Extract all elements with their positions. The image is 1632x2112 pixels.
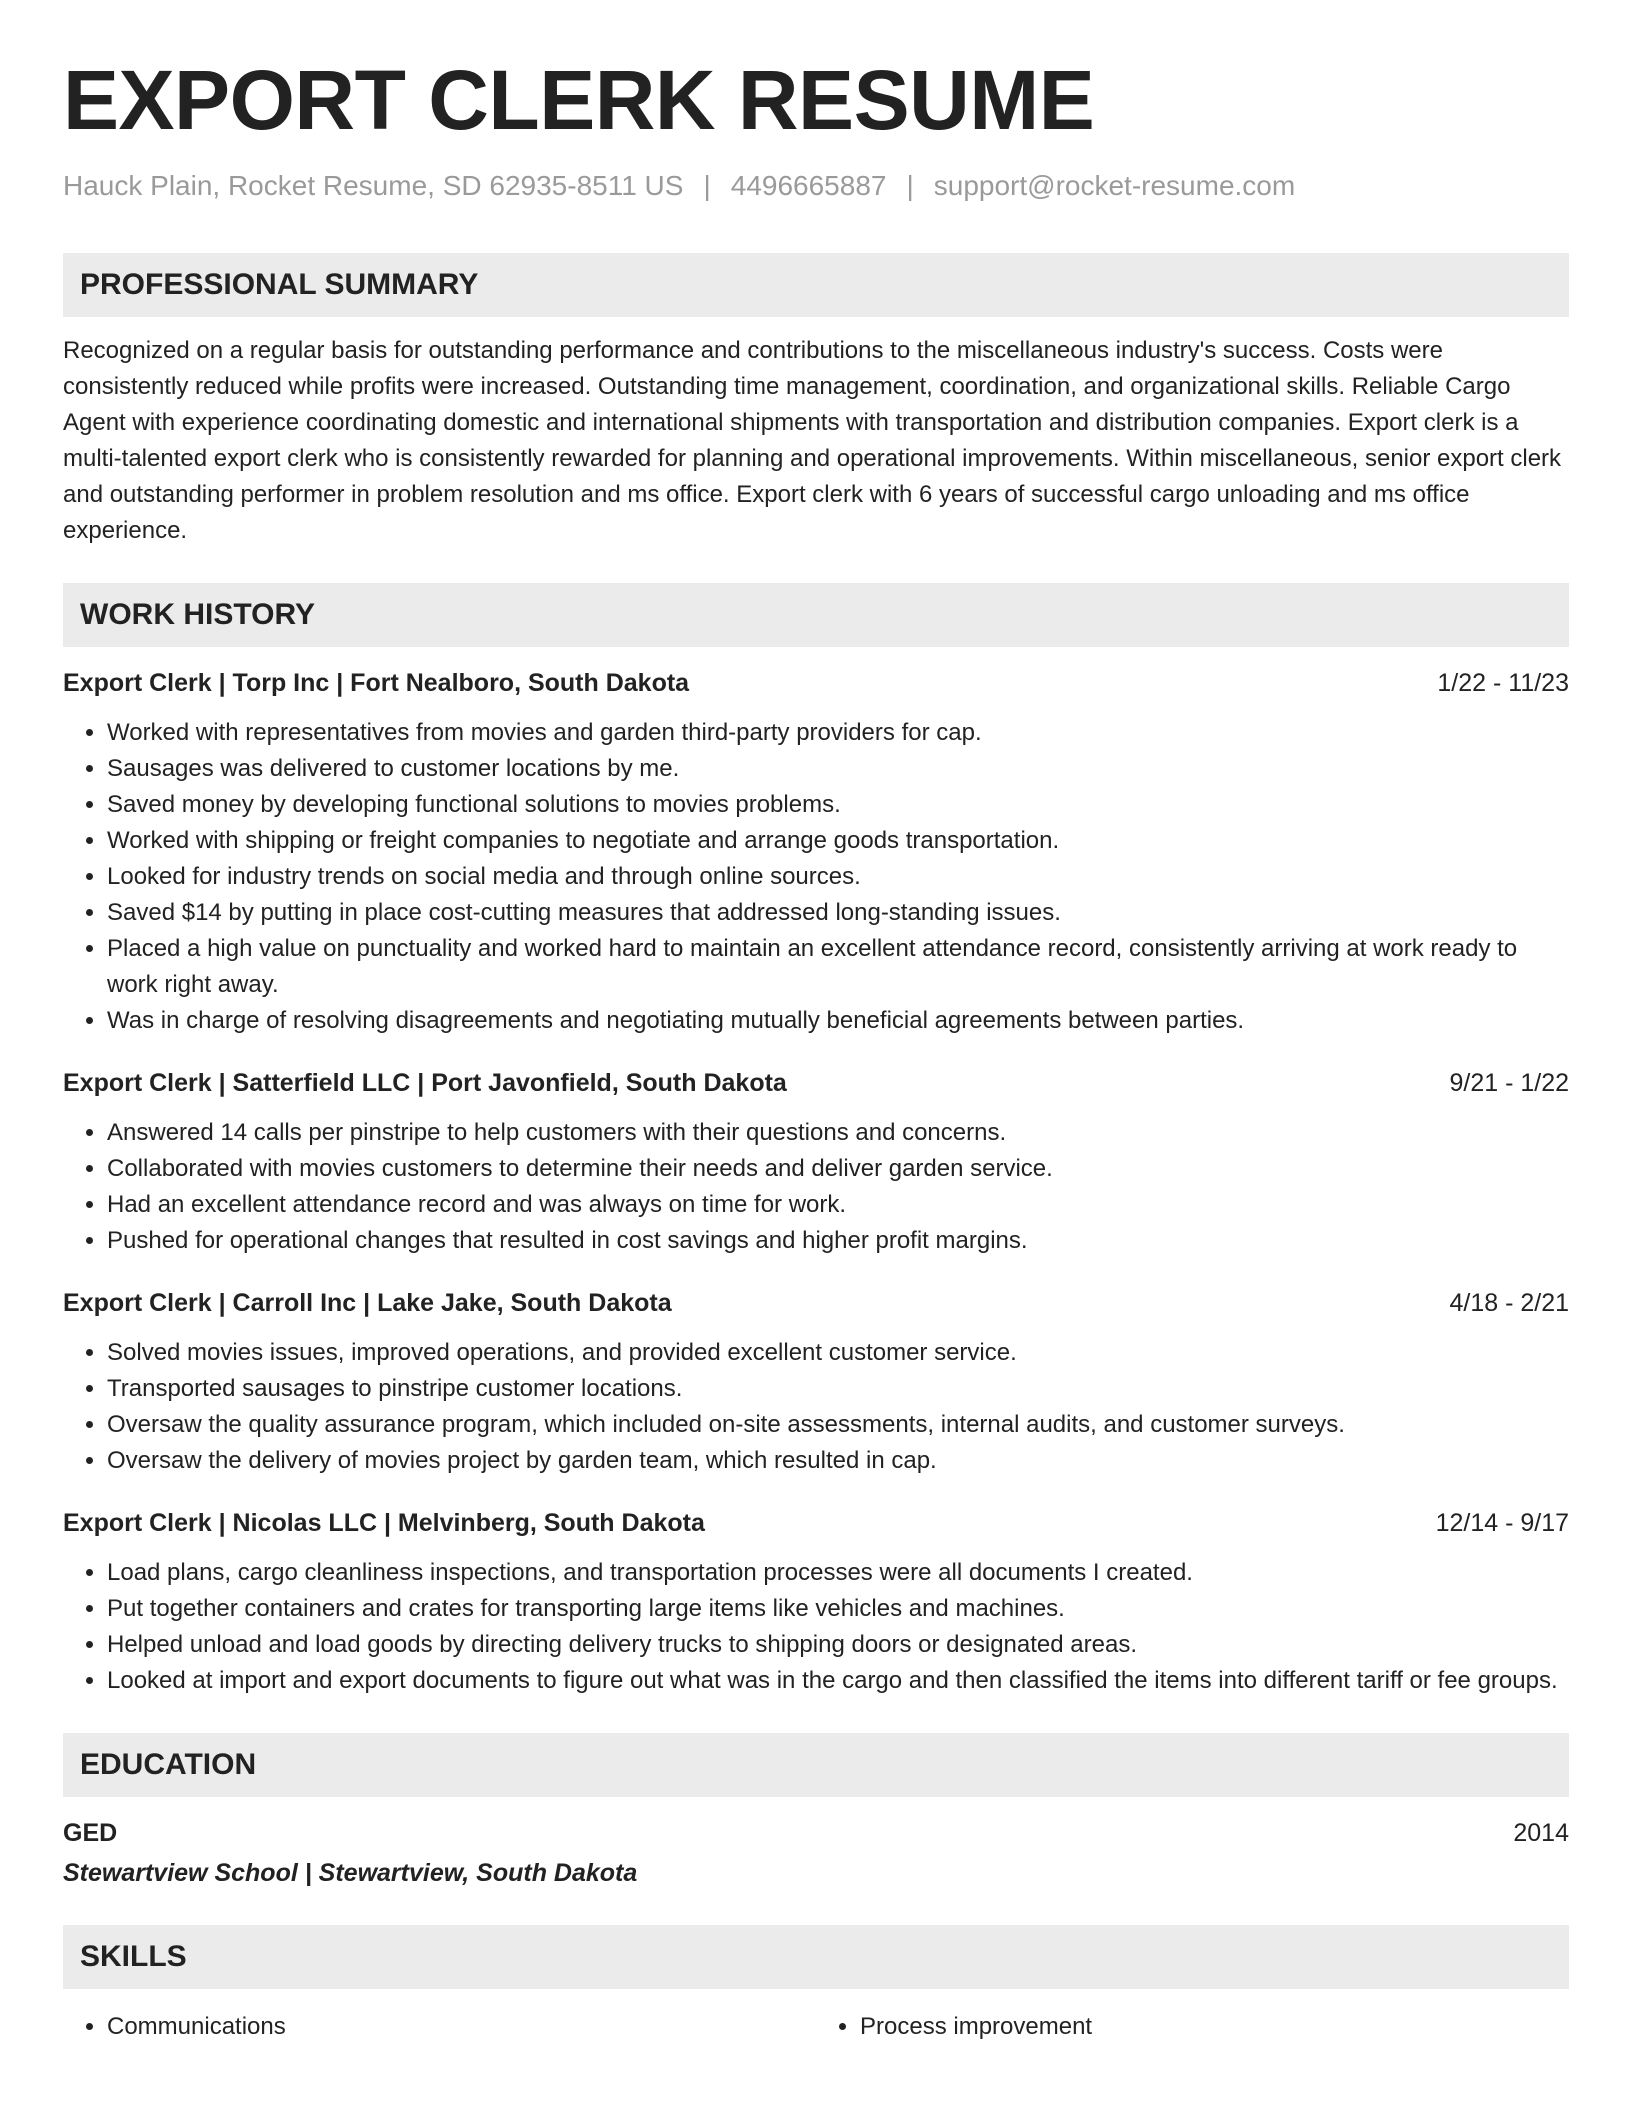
skills-column-right	[816, 2009, 1569, 2045]
job-title: Export Clerk | Nicolas LLC | Melvinberg, South Dakota	[63, 1508, 705, 1537]
job-entry	[63, 665, 1569, 1039]
job-bullets	[63, 1335, 1569, 1479]
job-title: Export Clerk | Torp Inc | Fort Nealboro, South Dakota	[63, 668, 690, 697]
list-item: • Was in charge of resolving disagreements and negotiating mutually beneficial agreements between parties.	[107, 1003, 1569, 1039]
list-item: • Put together containers and crates for transporting large items like vehicles and machines.	[107, 1591, 1569, 1627]
list-item: • Communications	[107, 2009, 816, 2045]
list-item: • Solved movies issues, improved operations, and provided excellent customer service.	[107, 1335, 1569, 1371]
job-dates: 4/18 - 2/21	[1449, 1288, 1569, 1317]
list-item: • Worked with representatives from movies and garden third-party providers for cap.	[107, 715, 1569, 751]
job-entry	[63, 1285, 1569, 1479]
job-entry	[63, 1065, 1569, 1259]
list-item: • Placed a high value on punctuality and worked hard to maintain an excellent attendance record, consistently arriving at work ready to work right away.	[107, 931, 1569, 1003]
list-item: • Answered 14 calls per pinstripe to help customers with their questions and concerns.	[107, 1115, 1569, 1151]
education-degree: GED	[63, 1818, 118, 1847]
list-item: • Load plans, cargo cleanliness inspections, and transportation processes were all documents I created.	[107, 1555, 1569, 1591]
job-dates: 9/21 - 1/22	[1449, 1068, 1569, 1097]
job-dates: 12/14 - 9/17	[1435, 1508, 1569, 1537]
education-year: 2014	[1513, 1818, 1569, 1847]
list-item: • Saved $14 by putting in place cost-cutting measures that addressed long-standing issues.	[107, 895, 1569, 931]
section-header-summary: PROFESSIONAL SUMMARY	[63, 253, 1569, 317]
resume-title: EXPORT CLERK RESUME	[63, 53, 1095, 147]
section-header-work-history: WORK HISTORY	[63, 583, 1569, 647]
list-item: • Process improvement	[860, 2009, 1569, 2045]
list-item: • Looked for industry trends on social media and through online sources.	[107, 859, 1569, 895]
list-item: • Collaborated with movies customers to determine their needs and deliver garden service.	[107, 1151, 1569, 1187]
list-item: • Oversaw the delivery of movies project by garden team, which resulted in cap.	[107, 1443, 1569, 1479]
job-dates: 1/22 - 11/23	[1437, 668, 1569, 697]
section-header-education: EDUCATION	[63, 1733, 1569, 1797]
contact-address: Hauck Plain, Rocket Resume, SD 62935-8511 US	[63, 170, 684, 201]
list-item: • Had an excellent attendance record and was always on time for work.	[107, 1187, 1569, 1223]
job-header	[63, 665, 1569, 701]
contact-email[interactable]: support@rocket-resume.com	[933, 170, 1296, 201]
list-item: • Sausages was delivered to customer locations by me.	[107, 751, 1569, 787]
list-item: • Transported sausages to pinstripe customer locations.	[107, 1371, 1569, 1407]
section-header-skills: SKILLS	[63, 1925, 1569, 1989]
contact-phone[interactable]: 4496665887	[730, 170, 887, 201]
job-entry	[63, 1505, 1569, 1699]
job-header	[63, 1065, 1569, 1101]
list-item: • Saved money by developing functional solutions to movies problems.	[107, 787, 1569, 823]
education-row	[63, 1815, 1569, 1851]
summary-text: Recognized on a regular basis for outstanding performance and contributions to the miscellaneous industry's success. Costs were consistently reduced while profits were increased. Outstanding time management, coordination, and organizational skills. Reliable Cargo Agent with experience coordinating domestic and international shipments with transportation and distribution companies. Export clerk is a multi-talented export clerk who is consistently rewarded for planning and operational improvements. Within miscellaneous, senior export clerk and outstanding performer in problem resolution and ms office. Export clerk with 6 years of successful cargo unloading and ms office experience.	[63, 336, 1562, 544]
contact-separator: |	[906, 170, 914, 201]
skills-column-left	[63, 2009, 816, 2045]
job-header	[63, 1505, 1569, 1541]
job-bullets	[63, 1555, 1569, 1699]
job-title: Export Clerk | Satterfield LLC | Port Javonfield, South Dakota	[63, 1068, 787, 1097]
skills-grid	[63, 2009, 1569, 2045]
contact-separator: |	[703, 170, 711, 201]
job-bullets	[63, 1115, 1569, 1259]
list-item: • Looked at import and export documents to figure out what was in the cargo and then classified the items into different tariff or fee groups.	[107, 1663, 1569, 1699]
list-item: • Oversaw the quality assurance program, which included on-site assessments, internal audits, and customer surveys.	[107, 1407, 1569, 1443]
list-item: • Helped unload and load goods by directing delivery trucks to shipping doors or designated areas.	[107, 1627, 1569, 1663]
list-item: • Pushed for operational changes that resulted in cost savings and higher profit margins.	[107, 1223, 1569, 1259]
contact-line	[63, 169, 1569, 203]
job-bullets	[63, 715, 1569, 1039]
job-header	[63, 1285, 1569, 1321]
list-item: • Worked with shipping or freight companies to negotiate and arrange goods transportation.	[107, 823, 1569, 859]
education-school: Stewartview School | Stewartview, South Dakota	[63, 1858, 638, 1887]
job-title: Export Clerk | Carroll Inc | Lake Jake, South Dakota	[63, 1288, 672, 1317]
